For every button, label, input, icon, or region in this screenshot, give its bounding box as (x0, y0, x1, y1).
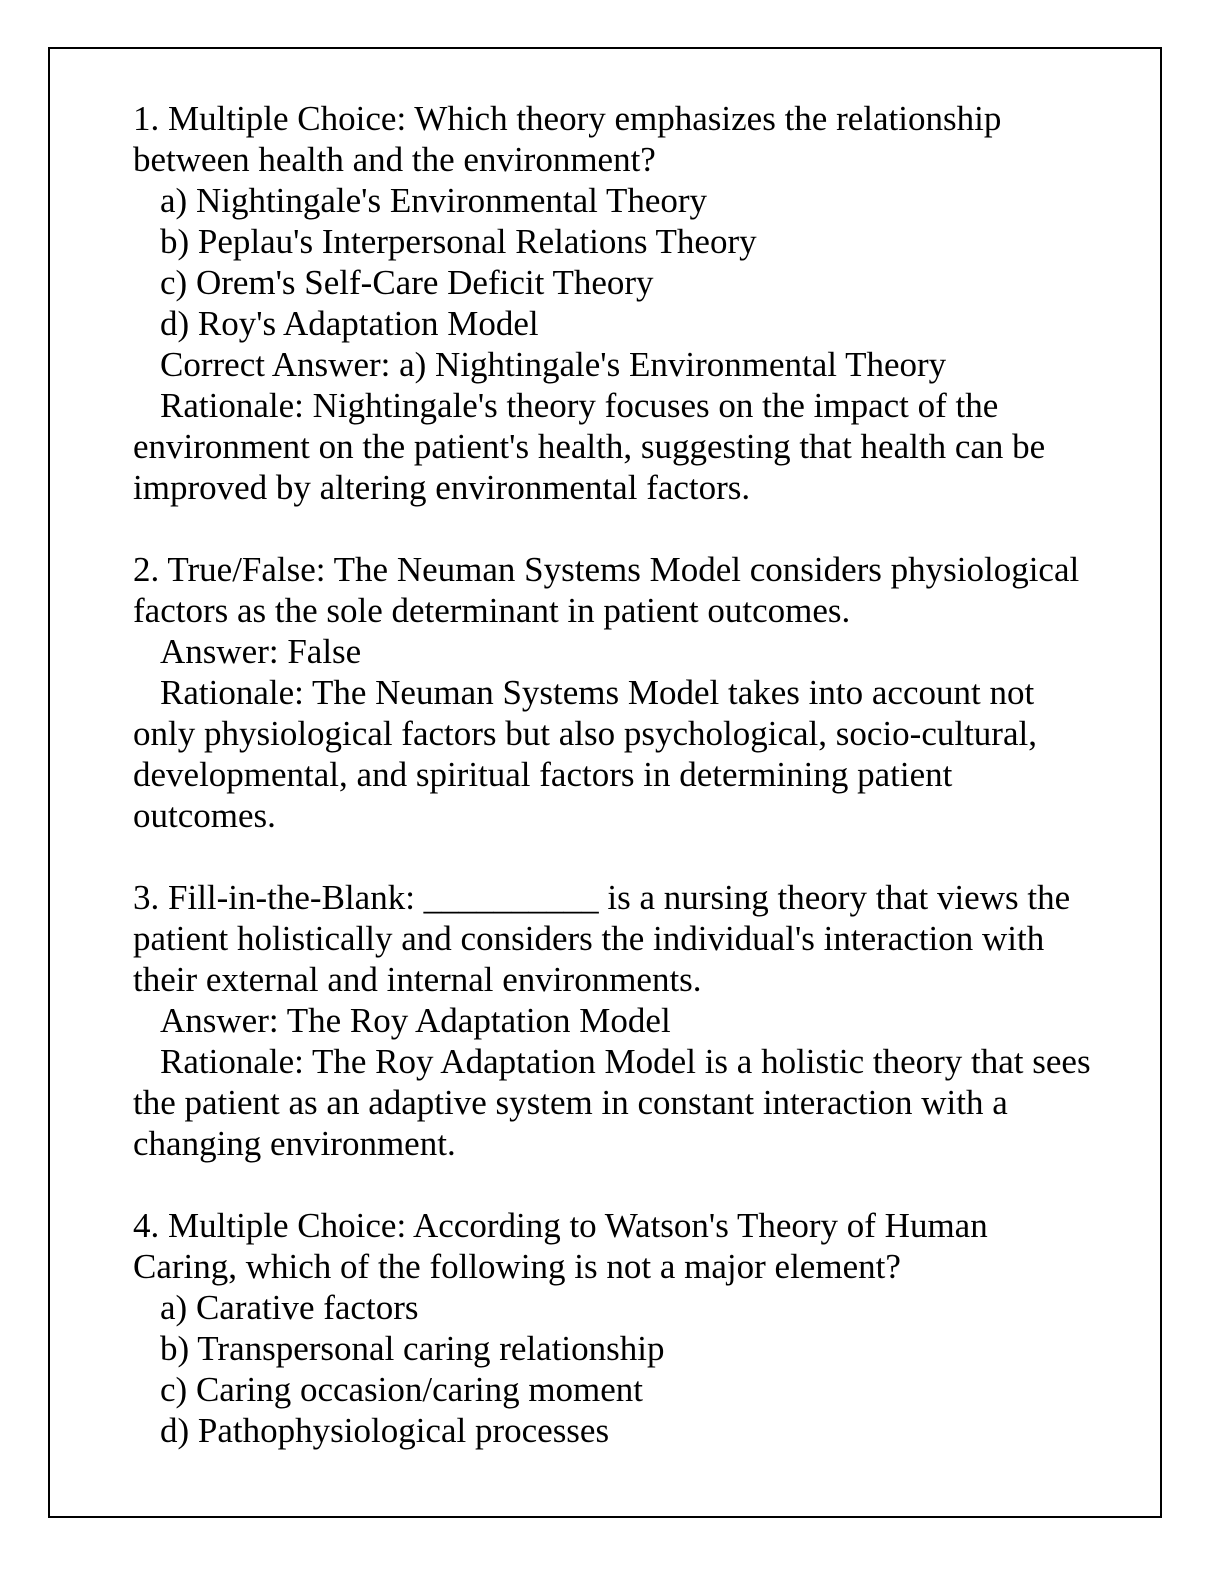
rationale-text: Rationale: The Neuman Systems Model takes into account not only physiological factors but also psychological, socio-cultural, developmental, and spiritual factors in determining patient outcomes. (133, 673, 1037, 835)
document-body (133, 98, 1093, 1492)
question-stem: 4. Multiple Choice: According to Watson's Theory of Human Caring, which of the following is not a major element? (133, 1206, 988, 1286)
rationale (133, 385, 1093, 508)
answer-option: c) Orem's Self-Care Deficit Theory (160, 263, 654, 302)
rationale-text: Rationale: Nightingale's theory focuses on the impact of the environment on the patient's health, suggesting that health can be improved by altering environmental factors. (133, 386, 1046, 507)
answer-option: b) Transpersonal caring relationship (160, 1329, 665, 1368)
question-4 (133, 1205, 1093, 1451)
question-2 (133, 549, 1093, 836)
answer-option: b) Peplau's Interpersonal Relations Theory (160, 222, 757, 261)
question-1 (133, 98, 1093, 508)
answer-option: d) Pathophysiological processes (160, 1411, 610, 1450)
rationale (133, 1041, 1093, 1164)
correct-answer: Answer: False (160, 632, 362, 671)
rationale (133, 672, 1093, 836)
answer-option: a) Carative factors (160, 1288, 419, 1327)
correct-answer: Correct Answer: a) Nightingale's Environmental Theory (160, 345, 947, 384)
answer-option: a) Nightingale's Environmental Theory (160, 181, 708, 220)
question-3 (133, 877, 1093, 1164)
answer-option: c) Caring occasion/caring moment (160, 1370, 644, 1409)
question-stem: 1. Multiple Choice: Which theory emphasizes the relationship between health and the environment? (133, 99, 1002, 179)
question-stem: 3. Fill-in-the-Blank: __________ is a nursing theory that views the patient holistically and considers the individual's interaction with their external and internal environments. (133, 878, 1071, 999)
correct-answer: Answer: The Roy Adaptation Model (160, 1001, 671, 1040)
question-stem: 2. True/False: The Neuman Systems Model considers physiological factors as the sole determinant in patient outcomes. (133, 550, 1080, 630)
answer-option: d) Roy's Adaptation Model (160, 304, 539, 343)
rationale-text: Rationale: The Roy Adaptation Model is a holistic theory that sees the patient as an adaptive system in constant interaction with a changing environment. (133, 1042, 1091, 1163)
